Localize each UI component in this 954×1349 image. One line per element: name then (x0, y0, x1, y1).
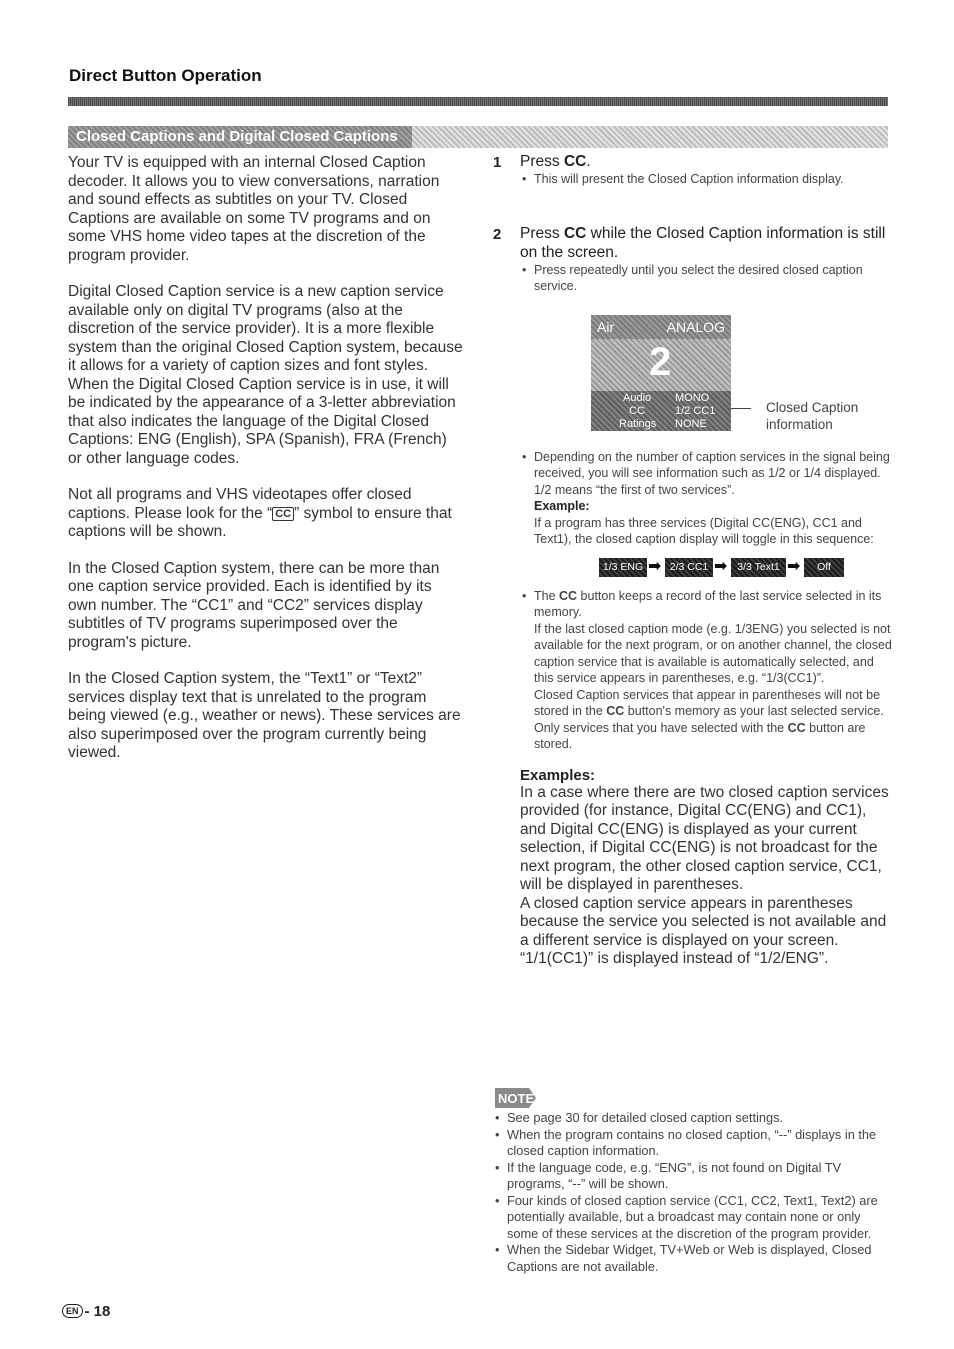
step-1 (493, 152, 893, 188)
tv-info-val: NONE (675, 417, 707, 430)
examples-text-1: In a case where there are two closed caption services provided (for instance, Digital CC(ENG) and CC1), and Digital CC(ENG) is displayed as your current selection, if Digital CC(ENG) is not broadcast for the next program, the other closed caption service, CC1, will be displayed in parentheses. (520, 783, 889, 893)
note-item (493, 1127, 893, 1160)
note-item (493, 1242, 893, 1275)
note-item-text: Four kinds of closed caption service (CC1, CC2, Text1, Text2) are potentially available, but a broadcast may contain none or only some of these services at the discretion of the program provider. (507, 1192, 878, 1241)
tv-top-bar (591, 315, 731, 339)
section-banner (68, 126, 888, 148)
banner-title: Closed Captions and Digital Closed Captions (68, 126, 412, 148)
step-bullet-text: This will present the Closed Caption information display. (534, 172, 844, 186)
step-number: 2 (493, 225, 502, 243)
paragraph-text-services: In the Closed Caption system, the “Text1” or “Text2” services display text that is unrelated to the program being viewed (e.g., weather or news). These services are also superimposed over the program currently being viewed. (68, 670, 461, 761)
tv-channel-number: 2 (649, 339, 672, 384)
callout-label: Closed Caption information (766, 399, 859, 432)
step-text-b: . (586, 153, 591, 170)
example-heading: Example: (534, 499, 590, 513)
tv-analog-label: ANALOG (666, 318, 725, 335)
bullet-dot: • (495, 1110, 500, 1125)
paragraph-cc-symbol-after: ” symbol to ensure that captions will be shown. (68, 504, 452, 540)
sequence-item: 1/3 ENG (599, 558, 647, 577)
bullet-dot: • (495, 1192, 500, 1208)
note-item-text: When the program contains no closed caption, “--” displays in the closed caption information. (507, 1126, 877, 1158)
sequence-item: 2/3 CC1 (665, 558, 713, 577)
bullet-dot: • (522, 588, 527, 603)
paragraph-cc1-cc2: In the Closed Caption system, there can be more than one caption service provided. Each is identified by its own number. The “CC1” and “CC2” services display subtitles of TV programs superimposed over the program's picture. (68, 559, 440, 651)
step-text (520, 152, 893, 171)
step-bullet (520, 262, 893, 295)
tv-info-key: Audio (623, 391, 652, 404)
tv-info-val: 1/2 CC1 (675, 404, 716, 417)
page-number (62, 1303, 110, 1320)
info-para-b3: button are stored. (534, 720, 866, 751)
right-column (493, 152, 893, 969)
paragraph-cc-symbol (68, 486, 463, 542)
arrow-right-icon: ➡ (714, 557, 728, 575)
examples-heading: Examples: (520, 766, 596, 784)
language-badge-icon: EN (62, 1304, 83, 1318)
step-number: 1 (493, 154, 502, 171)
note-item (493, 1160, 893, 1193)
cc-key-label: CC (606, 704, 625, 718)
note-badge-icon (493, 1086, 537, 1110)
tv-screen (591, 315, 731, 431)
paragraph-cc-symbol-before: Not all programs and VHS videotapes offer closed captions. Please look for the “ (68, 486, 412, 522)
info-bullet-2-a: The (534, 588, 560, 603)
step-bullet (520, 171, 893, 188)
info-para-b2: button's memory as your last selected service. Only services that you have selected with the (534, 704, 884, 735)
cc-key-label: CC (563, 153, 587, 170)
header-rule (68, 97, 888, 106)
example-text: If a program has three services (Digital CC(ENG), CC1 and Text1), the closed caption display will toggle in this sequence: (534, 515, 874, 546)
note-item-text: If the language code, e.g. “ENG”, is not found on Digital TV programs, “--” will be shown. (507, 1159, 842, 1191)
sequence-item: 3/3 Text1 (731, 558, 786, 577)
bullet-dot: • (522, 172, 527, 186)
tv-info-key: Ratings (619, 417, 657, 430)
info-line-2: 1/2 means “the first of two services”. (534, 482, 735, 497)
info-bullet-1 (520, 449, 893, 482)
note-item-text: When the Sidebar Widget, TV+Web or Web is displayed, Closed Captions are not available. (507, 1242, 872, 1274)
tv-info-key: CC (629, 404, 645, 417)
callout-line (731, 408, 751, 409)
note-badge-label: NOTE (498, 1091, 535, 1106)
step-2 (493, 224, 893, 753)
section-title: Direct Button Operation (69, 66, 262, 85)
tv-info-panel (591, 391, 731, 431)
cc-symbol-icon: CC (272, 507, 294, 521)
note-item-text: See page 30 for detailed closed caption settings. (507, 1110, 784, 1125)
note-item (493, 1110, 893, 1127)
bullet-dot: • (495, 1126, 500, 1142)
step-text-b: while the Closed Caption information is still on the screen. (520, 224, 886, 261)
sequence-item: Off (804, 558, 844, 577)
arrow-right-icon: ➡ (648, 557, 662, 575)
page-number-text: - 18 (84, 1303, 111, 1320)
bullet-dot: • (522, 449, 527, 464)
bullet-dot: • (495, 1159, 500, 1175)
examples-text-2: A closed caption service appears in parentheses because the service you selected is not available and a different service is displayed on your screen. “1/1(CC1)” is displayed instead of “1/2/ENG”. (520, 894, 887, 967)
step-text (520, 224, 893, 262)
info-para-a: If the last closed caption mode (e.g. 1/3ENG) you selected is not available for the next program, or on another channel, the closed caption service that is available is automatically selected, and this service appears in parentheses, e.g. “1/3(CC1)”. (534, 621, 892, 685)
screen-illustration (520, 315, 893, 435)
info-para-b1: Closed Caption services that appear in parentheses will not be stored in the (534, 687, 881, 718)
tv-info-val: MONO (675, 391, 710, 404)
paragraph-digital-cc: Digital Closed Caption service is a new caption service available only on digital TV programs (also at the discretion of the service provider). It is a more flexible system than the original Closed Caption system, because it allows for a variety of caption sizes and font styles. When the Digital Closed Caption service is in use, it will be indicated by the appearance of a 3-letter abbreviation that also indicates the language of the Digital Closed Captions: ENG (English), SPA (Spanish), FRA (French) or other language codes. (68, 283, 463, 467)
step-text-a: Press (520, 153, 564, 170)
cc-key-label: CC (563, 224, 587, 242)
step-bullet-text: Press repeatedly until you select the desired closed caption service. (534, 262, 863, 293)
step-text-a: Press (520, 224, 564, 242)
cc-key-label: CC (787, 720, 806, 735)
info-bullet-2-b: button keeps a record of the last service selected in its memory. (534, 588, 882, 619)
left-column (68, 154, 463, 781)
info-para-b (520, 687, 893, 753)
caption-sequence (520, 554, 893, 584)
cc-key-label: CC (559, 588, 578, 603)
note-item (493, 1193, 893, 1243)
bullet-dot: • (495, 1242, 500, 1257)
arrow-right-icon: ➡ (787, 557, 801, 575)
tv-air-label: Air (597, 318, 615, 335)
info-bullet-2 (520, 588, 893, 621)
paragraph-intro: Your TV is equipped with an internal Closed Caption decoder. It allows you to view conversations, narration and sound effects as subtitles on your TV. Closed Captions are available on some TV programs and on some VHS home video tapes at the discretion of the program provider. (68, 154, 440, 264)
bullet-dot: • (522, 262, 527, 277)
note-list (493, 1110, 893, 1275)
info-bullet-1-text: Depending on the number of caption services in the signal being received, you will see information such as 1/2 or 1/4 displayed. (534, 449, 890, 480)
